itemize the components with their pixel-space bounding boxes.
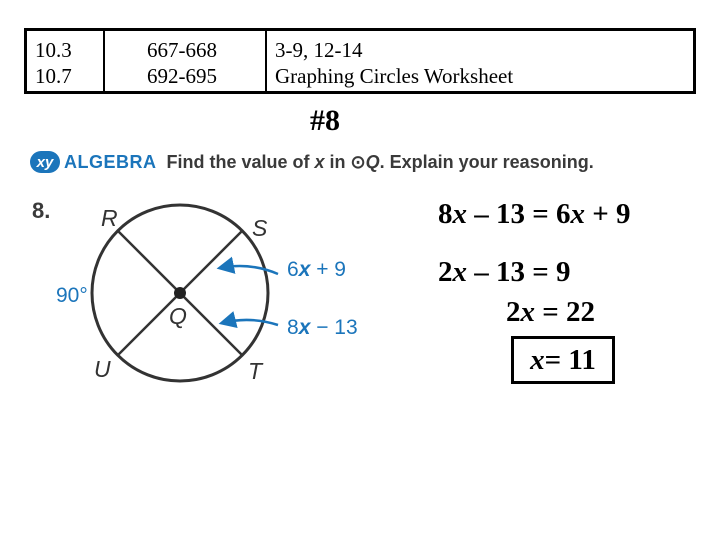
chord-bottom-rest: − 13 [310, 316, 358, 339]
algebra-label: ALGEBRA [64, 151, 157, 172]
label-s: S [252, 215, 268, 241]
sol1-a: 8 [438, 198, 453, 230]
sol2-a: 2 [438, 256, 453, 288]
chord-bottom-coef: 8 [287, 316, 299, 339]
chord-bottom-var: x [298, 316, 311, 339]
problem-number: #8 [310, 104, 340, 137]
sol1-c: + 9 [585, 198, 631, 230]
arrow-bottom [222, 320, 278, 325]
label-t: T [248, 358, 263, 384]
instruction-end: . Explain your reasoning. [379, 151, 594, 172]
label-u: U [94, 356, 111, 382]
answer-box [511, 336, 615, 384]
xy-algebra-icon: xy [30, 151, 60, 173]
sol3-b: = 22 [535, 296, 596, 328]
solution-line-2 [438, 256, 571, 289]
label-q: Q [169, 303, 187, 329]
pages-2: 692-695 [147, 64, 217, 88]
section-1: 10.3 [35, 38, 72, 62]
chord-top-rest: + 9 [310, 258, 346, 281]
section-2: 10.7 [35, 64, 72, 88]
sol1-b: – 13 = 6 [467, 198, 571, 230]
chord-label-bottom [287, 316, 358, 339]
sol2-v1: x [452, 256, 467, 288]
instruction-start: Find the value of [166, 151, 315, 172]
exercise-number: 8. [32, 198, 51, 223]
pages-1: 667-668 [147, 38, 217, 62]
label-r: R [101, 205, 118, 231]
sol1-v1: x [452, 198, 467, 230]
sol3-v1: x [520, 296, 535, 328]
arrow-top [220, 266, 278, 274]
center-point [174, 287, 186, 299]
sol2-b: – 13 = 9 [467, 256, 571, 288]
chord-top-var: x [298, 258, 311, 281]
instruction-mid: in ⊙ [324, 151, 366, 172]
solution-line-1 [438, 198, 631, 231]
solution-line-3 [506, 296, 595, 329]
instruction-circle-name: Q [365, 151, 380, 172]
answer-value: = 11 [544, 343, 596, 376]
problem-list: 3-9, 12-14 [275, 38, 363, 62]
assignment-title: Graphing Circles Worksheet [275, 64, 514, 88]
instruction-variable: x [314, 151, 325, 172]
sol3-a: 2 [506, 296, 521, 328]
angle-label: 90° [56, 284, 88, 307]
sol1-v2: x [570, 198, 586, 230]
answer-var: x [530, 343, 545, 376]
chord-top-coef: 6 [287, 258, 299, 281]
chord-label-top [287, 258, 346, 281]
